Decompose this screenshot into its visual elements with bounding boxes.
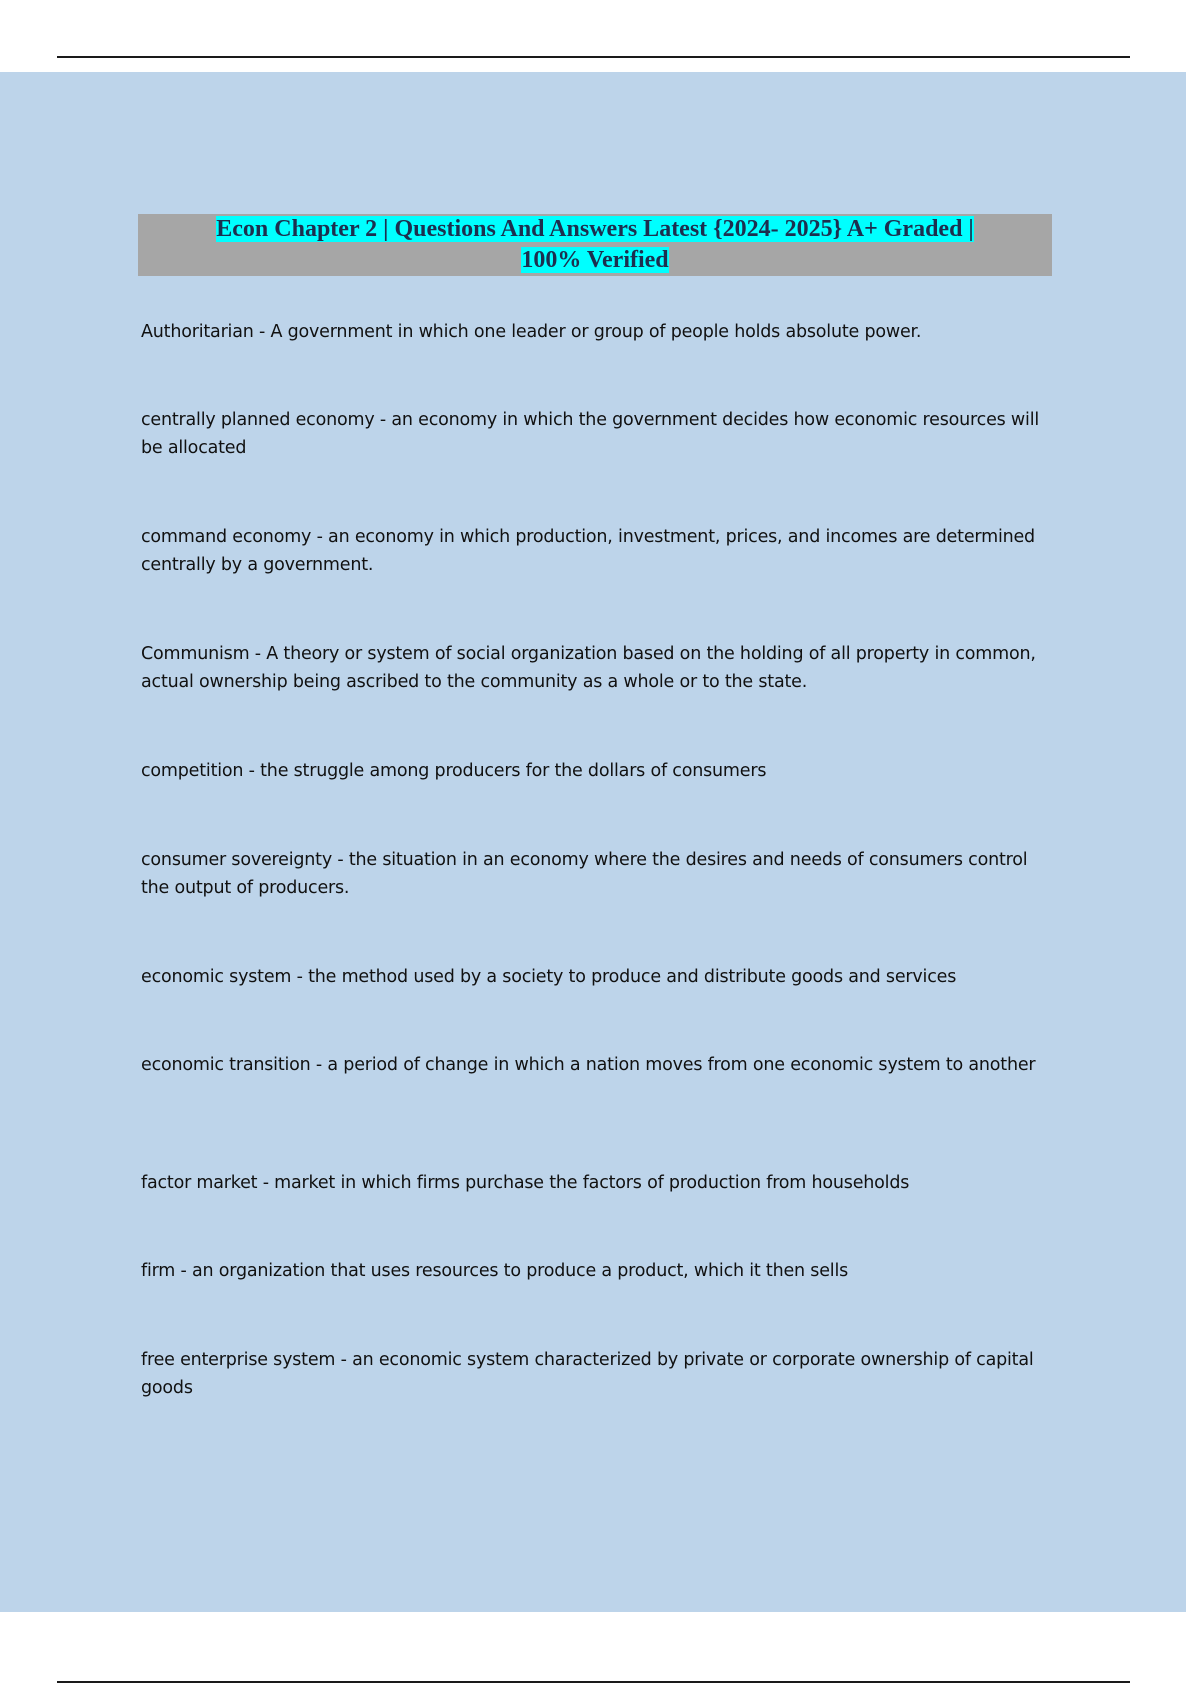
header-rule (57, 56, 1130, 58)
glossary-entry-centrally-planned-economy: centrally planned economy - an economy in which the government decides how economic resources will be allocated (141, 410, 1040, 458)
glossary-entry-communism: Communism - A theory or system of social organization based on the holding of all property in common, actual ownership being ascribed to the community as a whole or to the state. (141, 644, 1036, 692)
glossary-entry-firm: firm - an organization that uses resources to produce a product, which it then sells (141, 1261, 849, 1281)
glossary-entry-authoritarian: Authoritarian - A government in which one leader or group of people holds absolute power. (141, 322, 922, 342)
document-title (138, 214, 1052, 276)
glossary-entry-command-economy: command economy - an economy in which production, investment, prices, and incomes are determined centrally by a government. (141, 527, 1035, 575)
glossary-entry-free-enterprise-system: free enterprise system - an economic system characterized by private or corporate ownership of capital goods (141, 1350, 1034, 1398)
title-line-1: Econ Chapter 2 | Questions And Answers Latest {2024- 2025} A+ Graded | (216, 216, 974, 242)
glossary-entry-consumer-sovereignty: consumer sovereignty - the situation in an economy where the desires and needs of consumers control the output of producers. (141, 850, 1028, 898)
glossary-entry-factor-market: factor market - market in which firms purchase the factors of production from households (141, 1173, 910, 1193)
footer-rule (57, 1681, 1130, 1683)
glossary-entry-economic-system: economic system - the method used by a society to produce and distribute goods and services (141, 967, 957, 987)
glossary-entry-economic-transition: economic transition - a period of change in which a nation moves from one economic system to another (141, 1055, 1036, 1075)
title-line-2: 100% Verified (521, 247, 669, 273)
glossary-entry-competition: competition - the struggle among producers for the dollars of consumers (141, 761, 767, 781)
